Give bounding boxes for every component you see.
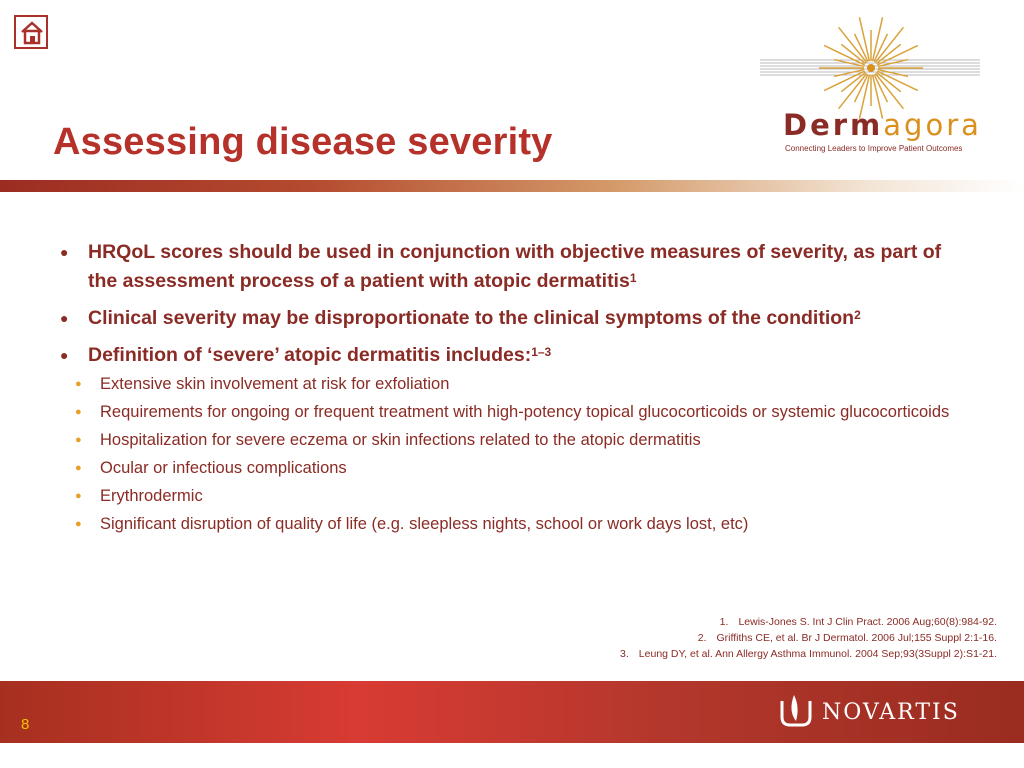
reference-text: Griffiths CE, et al. Br J Dermatol. 2006 Jul;155 Suppl 2:1-16. bbox=[716, 632, 997, 644]
bullet-item bbox=[60, 238, 960, 296]
references bbox=[620, 614, 997, 662]
bullet-text: Definition of ‘severe’ atopic dermatitis includes: bbox=[88, 344, 532, 366]
reference-number: 1. bbox=[719, 616, 729, 628]
sub-bullet-item: ● Extensive skin involvement at risk for exfoliation bbox=[60, 372, 960, 396]
citation-superscript: 1 bbox=[629, 271, 637, 285]
bullet-list bbox=[60, 238, 960, 544]
reference-text: Lewis-Jones S. Int J Clin Pract. 2006 Aug;60(8):984-92. bbox=[738, 616, 997, 628]
logo-derm: Derm bbox=[783, 108, 884, 142]
sub-bullet-item: ● Significant disruption of quality of life (e.g. sleepless nights, school or work days lost, etc) bbox=[60, 512, 960, 536]
sub-bullet-item: ● Erythrodermic bbox=[60, 484, 960, 508]
dermagora-logo bbox=[783, 108, 982, 142]
bullet-text: Clinical severity may be disproportionate to the clinical symptoms of the condition bbox=[88, 307, 855, 329]
reference-item bbox=[620, 630, 997, 646]
home-button[interactable] bbox=[14, 15, 48, 49]
novartis-wordmark: NOVARTIS bbox=[822, 700, 960, 725]
bullet-item bbox=[60, 304, 960, 333]
sub-bullet-item: ● Requirements for ongoing or frequent treatment with high-potency topical glucocorticoids or systemic glucocorticoids bbox=[60, 400, 960, 424]
bullet-text: HRQoL scores should be used in conjunction with objective measures of severity, as part of the assessment process of a patient with atopic dermatitis bbox=[88, 241, 942, 292]
novartis-logo bbox=[776, 691, 976, 731]
title-divider-bar bbox=[0, 180, 1024, 192]
sub-bullet-list bbox=[88, 372, 960, 536]
home-icon bbox=[19, 20, 45, 46]
sub-bullet-item: ● Hospitalization for severe eczema or skin infections related to the atopic dermatitis bbox=[60, 428, 960, 452]
page-number: 8 bbox=[21, 716, 30, 733]
slide-title: Assessing disease severity bbox=[53, 121, 553, 163]
reference-number: 3. bbox=[620, 648, 629, 660]
citation-superscript: 2 bbox=[854, 308, 861, 322]
reference-number: 2. bbox=[697, 632, 707, 644]
logo-agora: agora bbox=[883, 108, 982, 142]
reference-item bbox=[620, 614, 997, 630]
reference-text: Leung DY, et al. Ann Allergy Asthma Immunol. 2004 Sep;93(3Suppl 2):S1-21. bbox=[638, 648, 997, 660]
reference-item bbox=[620, 646, 997, 662]
citation-superscript: 1–3 bbox=[531, 345, 552, 359]
sub-bullet-item: ● Ocular or infectious complications bbox=[60, 456, 960, 480]
bullet-item bbox=[60, 341, 960, 536]
logo-tagline: Connecting Leaders to Improve Patient Outcomes bbox=[785, 144, 963, 153]
novartis-flame-icon bbox=[776, 691, 816, 731]
